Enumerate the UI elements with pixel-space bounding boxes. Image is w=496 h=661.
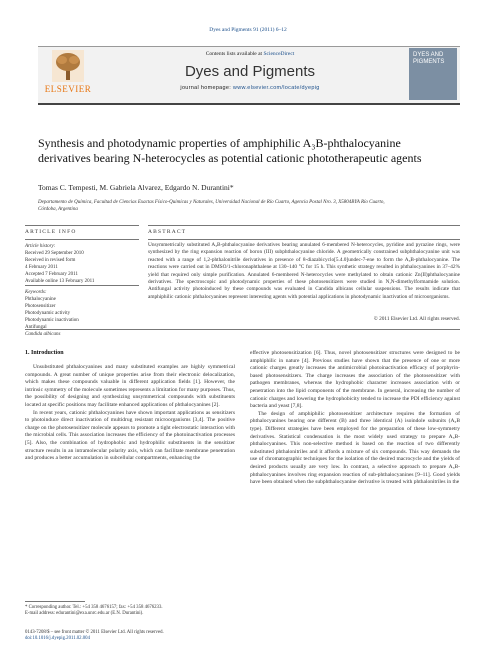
title-line-1: Synthesis and photodynamic properties of amphiphilic A₃B-phthalocyanine bbox=[38, 136, 401, 150]
front-matter bbox=[25, 630, 245, 643]
article-history bbox=[25, 243, 139, 285]
footnote bbox=[25, 605, 245, 618]
paragraph: In recent years, cationic phthalocyanines have shown important applications as sensitizers to photoinduce direct inactivation of multidrug resistant microorganisms [3,4]. The positive charge on the photosensitizer molecule appears to promote a tight electrostatic interaction with the microbial cells. This association increases the efficiency of the photoinactivation processes [5]. Also, the combination of hydrophobic and hydrophilic substituents in the sensitizer structure results in an intramolecular polarity axis, which can facilitate membrane penetration and produces a better accumulation in subcellular compartments, enhancing the bbox=[25, 409, 235, 462]
keyword-item: Candida albicans bbox=[25, 332, 61, 337]
article-info-heading: ARTICLE INFO bbox=[25, 229, 77, 235]
title-line-2: derivatives bearing N-heterocycles as potential cationic phototherapeutic agents bbox=[38, 151, 422, 165]
history-item: Received in revised form bbox=[25, 258, 76, 263]
doi-link[interactable]: doi:10.1016/j.dyepig.2011.02.004 bbox=[25, 636, 90, 642]
keywords bbox=[25, 289, 139, 338]
elsevier-tree-icon bbox=[52, 50, 84, 82]
keyword-item: Phthalocyanine bbox=[25, 297, 56, 302]
divider bbox=[25, 225, 139, 226]
homepage-prefix: journal homepage: bbox=[180, 85, 233, 91]
homepage-link[interactable]: www.elsevier.com/locate/dyepig bbox=[232, 85, 320, 91]
keyword-item: Photosensitizer bbox=[25, 304, 56, 309]
history-item: Accepted 7 February 2011 bbox=[25, 272, 78, 277]
issn-line: 0143-7208/$ – see front matter © 2011 Elsevier Ltd. All rights reserved. bbox=[25, 630, 164, 635]
divider bbox=[25, 285, 139, 286]
divider bbox=[25, 329, 460, 330]
keyword-item: Photodynamic activity bbox=[25, 311, 71, 316]
authors: Tomas C. Tempesti, M. Gabriela Alvarez, Edgardo N. Durantini* bbox=[38, 183, 234, 192]
footnote-rule bbox=[25, 601, 85, 602]
contents-line bbox=[110, 51, 390, 57]
keywords-label: Keywords: bbox=[25, 290, 47, 295]
divider bbox=[25, 239, 139, 240]
right-column bbox=[250, 350, 460, 487]
copyright: © 2011 Elsevier Ltd. All rights reserved. bbox=[373, 316, 460, 322]
journal-name: Dyes and Pigments bbox=[184, 63, 316, 80]
abstract-heading: ABSTRACT bbox=[148, 229, 187, 235]
article-title bbox=[38, 136, 468, 166]
homepage-line bbox=[110, 85, 390, 91]
history-item: Available online 13 February 2011 bbox=[25, 279, 95, 284]
running-head bbox=[0, 27, 496, 33]
affiliation-line-1: Departamento de Química, Facultad de Ciencias Exactas Físico-Químicas y Naturales, Universidad Nacional de Río Cuarto, Agencia Postal Nro. 3, X5804BYA Río Cuarto, bbox=[38, 200, 385, 205]
history-item: 4 February 2011 bbox=[25, 265, 58, 270]
paragraph: effective photosensitization [6]. Thus, novel photosensitizer structures were designed to be amphiphilic in nature [4]. Previous studies have shown that the presence of one or more cationic charges greatly increases the antimicrobial photoinactivation efficacy of porphyrin-based photosensitizers. The charge increases the association of the photosensitizer with pathogen membranes, whereas the hydrophobic character increases association with or penetration into the lipid components of the membrane. In general, increasing the number of cationic charges and lowering the hydrophobicity tended to increase the PDI efficiency against bacteria and yeast [7,8]. bbox=[250, 350, 460, 410]
divider bbox=[148, 239, 460, 240]
journal-citation-link[interactable]: Dyes and Pigments 91 (2011) 6–12 bbox=[209, 27, 287, 33]
contents-prefix: Contents lists available at bbox=[205, 51, 264, 57]
paragraph: The design of amphiphilic photosensitizer architecture requires the formation of phthalocyanines bearing one different (B) and three identical (A) isoindole subunits (A₃B type). Different strategies have been employed for the preparation of these low-symmetry derivatives. Statistical condensation is the most widely used strategy to prepare A₃B-phthalocyanines. This non-selective method is based on the reaction of two differently substituted phthalonitriles and it affords a mixture of six compounds. This way demands the use of chromatographic techniques for the isolation of the desired macrocycle and the yields of desired products usually are very low. In contrast, a selective approach to prepare A₃B-phthalocyanines involves ring expansion reaction of sub-phthalocyanines [9–11]. Good yields have been obtained when the subphthalocyanine derivative is treated with phthalonitriles in the bbox=[250, 410, 460, 486]
cover-title: DYES AND PIGMENTS bbox=[413, 52, 445, 65]
corresponding-author: * Corresponding author. Tel.: +54 358 4676157; fax: +54 358 4676233. bbox=[25, 605, 163, 610]
left-column bbox=[25, 364, 235, 463]
keyword-item: Antifungal bbox=[25, 325, 47, 330]
sciencedirect-link[interactable]: ScienceDirect bbox=[263, 51, 295, 57]
section-heading: 1. Introduction bbox=[25, 350, 64, 356]
paragraph: Unsubstituted phthalocyanines and many substituted examples are highly symmetrical compounds. A great number of unique properties arise from their electronic delocalization, which makes these compounds valuable in different application fields [1]. However, the intrinsic symmetry of the molecule sometimes represents a limitation for many purposes. Thus, the possibility of designing and synthesizing unsymmetrical compounds with substituents located at specific positions may facilitate enhanced applications of phthalocyanines [2]. bbox=[25, 364, 235, 408]
history-label: Article history: bbox=[25, 244, 56, 249]
abstract-text: Unsymmetrically substituted A₃B-phthalocyanine derivatives bearing annulated 6-membered N-heterocycles, pyridine and pyrazine rings, were synthesized by the ring expansion reaction of boron (III) subphthalocyanine chloride. A geometrically constrained subphthalocyanine unit was reacted with a range of 1,2-phthalonitrile derivatives in presence of 8-diazabicyclo[5.4.0]undec-7-ene to form the A₃B-phthalocyanine. The reactions were carried out in DMSO/1-chloronaphthalene at 130–140 °C for 15 h. This synthetic strategy resulted in phthalocyanines in 37–42% yield that required only simple purification. Annulated 6-membered N-heterocycles were methylated to obtain cationic Zn(II)phthalocyanine derivatives. The spectroscopic and photodynamic properties of these photosensitizers were studied in N,N-dimethylformamide solution. Antifungal activity photoinduced by these compounds was evaluated in Candida albicans cellular suspensions. The results indicate that amphiphilic cationic phthalocyanines represent interesting agents with potential applications in photodynamic inactivation of microorganisms. bbox=[148, 242, 460, 300]
email-address: E-mail address: edurantini@exa.unrc.edu.ar (E.N. Durantini). bbox=[25, 611, 144, 617]
elsevier-logo bbox=[42, 50, 94, 98]
journal-cover bbox=[409, 48, 457, 100]
divider bbox=[148, 225, 460, 226]
history-item: Received 29 September 2010 bbox=[25, 251, 84, 256]
publisher-name: ELSEVIER bbox=[44, 84, 92, 94]
keyword-item: Photodynamic inactivation bbox=[25, 318, 79, 323]
affiliation bbox=[38, 199, 468, 213]
affiliation-line-2: Córdoba, Argentina bbox=[38, 207, 78, 212]
